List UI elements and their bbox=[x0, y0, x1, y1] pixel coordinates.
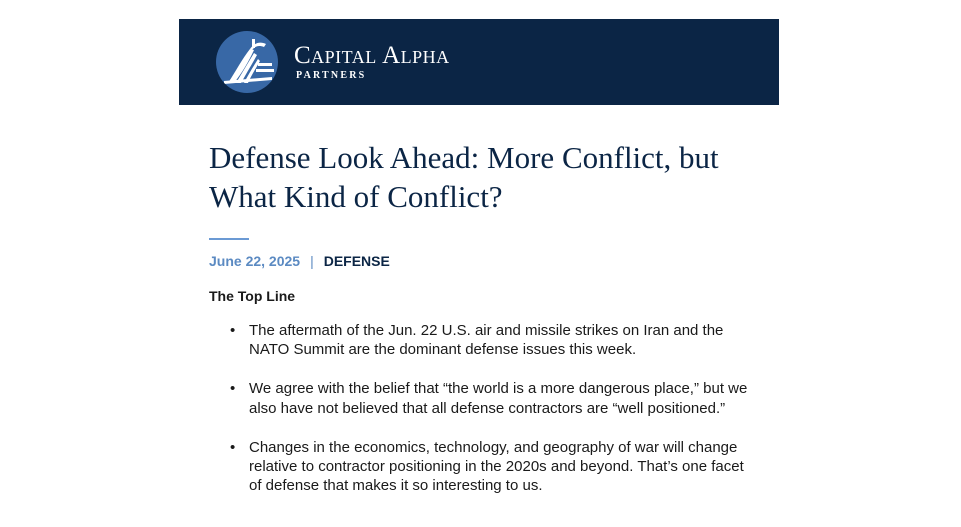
list-item-text: We agree with the belief that “the world is a more dangerous place,” but we also have not believed that all defense contractors are “well positioned.” bbox=[249, 380, 748, 417]
brand-name: Capital Alpha bbox=[294, 42, 450, 69]
list-item bbox=[209, 379, 754, 418]
list-item-text: The aftermath of the Jun. 22 U.S. air and missile strikes on Iran and the NATO Summit are the dominant defense issues this week. bbox=[249, 322, 724, 359]
list-item-text: Changes in the economics, technology, and geography of war will change relative to contractor positioning in the 2020s and beyond. That’s one facet of defense that makes it so interesting to us. bbox=[249, 438, 744, 495]
header-banner bbox=[179, 19, 779, 105]
brand-subtitle: PARTNERS bbox=[296, 70, 367, 81]
article-date: June 22, 2025 bbox=[209, 253, 301, 269]
article-meta bbox=[209, 252, 390, 270]
capitol-dome-icon[interactable] bbox=[216, 31, 278, 93]
list-item bbox=[209, 321, 754, 360]
bullet-icon: • bbox=[230, 380, 236, 398]
bullet-icon: • bbox=[230, 322, 236, 339]
bullet-icon: • bbox=[230, 438, 236, 456]
meta-separator: | bbox=[310, 253, 314, 269]
accent-divider bbox=[209, 238, 249, 240]
list-item bbox=[209, 438, 754, 496]
article-category[interactable]: DEFENSE bbox=[323, 253, 390, 269]
top-line-list bbox=[209, 321, 754, 515]
section-heading: The Top Line bbox=[209, 288, 296, 304]
article-title: Defense Look Ahead: More Conflict, but What Kind of Conflict? bbox=[209, 140, 719, 214]
